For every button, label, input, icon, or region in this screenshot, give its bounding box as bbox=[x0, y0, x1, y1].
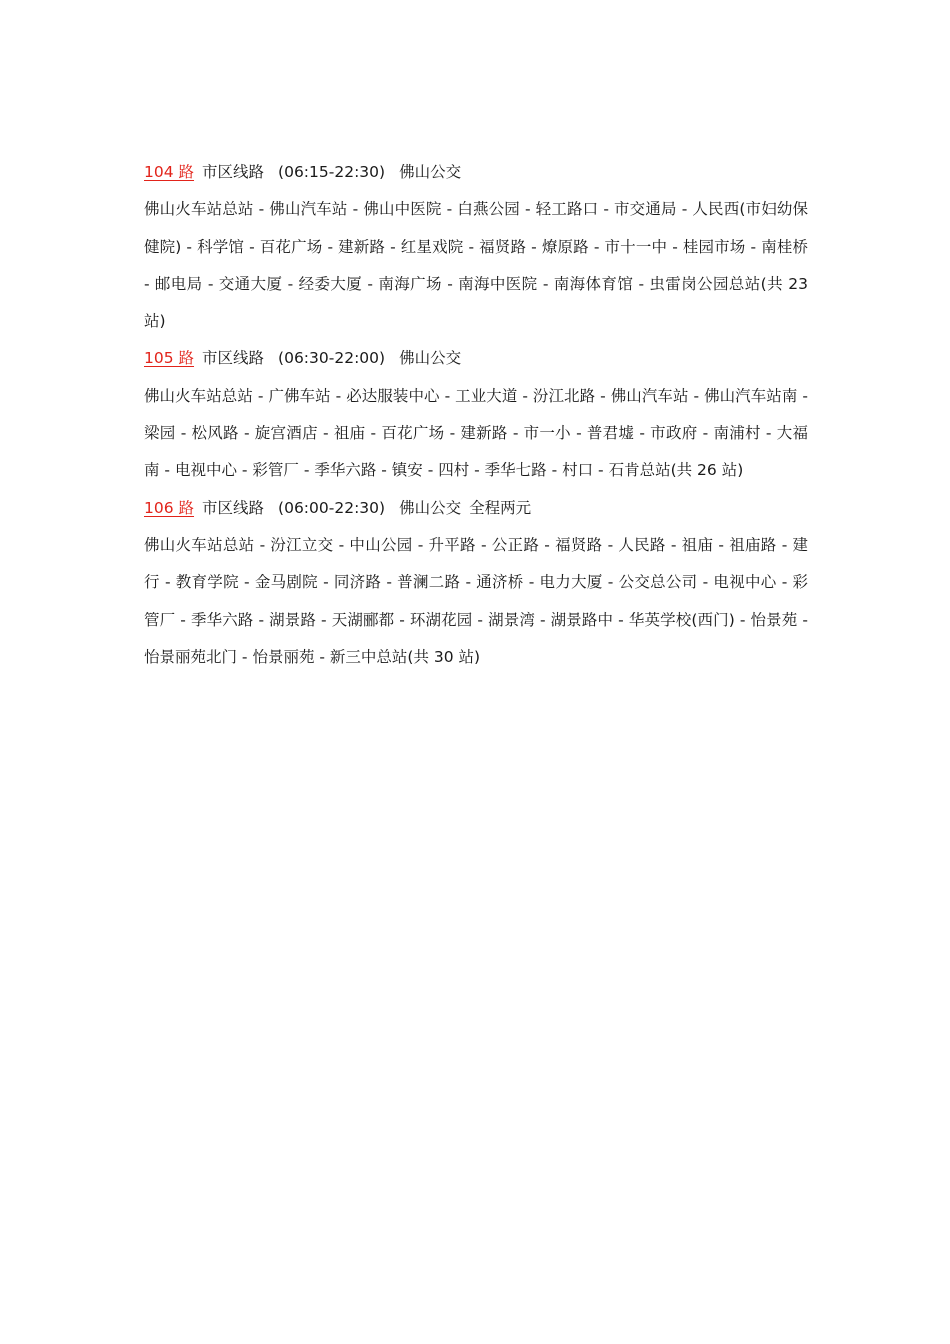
route-header bbox=[144, 490, 808, 527]
route-type: 市区线路 bbox=[202, 349, 265, 368]
route-section-106 bbox=[144, 490, 808, 676]
route-fare-note: 全程两元 bbox=[469, 498, 532, 517]
route-operator: 佛山公交 bbox=[399, 498, 462, 517]
route-type: 市区线路 bbox=[202, 163, 265, 181]
route-stops: 佛山火车站总站 - 汾江立交 - 中山公园 - 升平路 - 公正路 - 福贤路 - 人民路 - 祖庙 - 祖庙路 - 建行 - 教育学院 - 金马剧院 - 同济路 - 普澜二路 - 通济桥 - 电力大厦 - 公交总公司 - 电视中心 - 彩管厂 - 季华六路 - 湖景路 - 天湖郦都 - 环湖花园 - 湖景湾 - 湖景路中 - 华英学校(西门) - 怡景苑 - 怡景丽苑北门 - 怡景丽苑 - 新三中总站(共 30 站) bbox=[144, 535, 808, 666]
route-operator: 佛山公交 bbox=[399, 349, 462, 368]
route-section-105 bbox=[144, 340, 808, 489]
route-stops: 佛山火车站总站 - 佛山汽车站 - 佛山中医院 - 白燕公园 - 轻工路口 - 市交通局 - 人民西(市妇幼保健院) - 科学馆 - 百花广场 - 建新路 - 红星戏院 - 福贤路 - 燎原路 - 市十一中 - 桂园市场 - 南桂桥 - 邮电局 - 交通大厦 - 经委大厦 - 南海广场 - 南海中医院 - 南海体育馆 - 虫雷岗公园总站(共 23 站) bbox=[144, 200, 808, 331]
route-header bbox=[144, 340, 808, 377]
route-operator: 佛山公交 bbox=[399, 163, 462, 181]
route-hours: (06:30-22:00) bbox=[278, 349, 386, 368]
route-number-link[interactable]: 104 路 bbox=[144, 163, 195, 181]
route-number-link[interactable]: 106 路 bbox=[144, 498, 195, 517]
route-type: 市区线路 bbox=[202, 498, 265, 517]
route-header bbox=[144, 154, 808, 191]
route-section-104 bbox=[144, 154, 808, 340]
route-stops: 佛山火车站总站 - 广佛车站 - 必达服装中心 - 工业大道 - 汾江北路 - 佛山汽车站 - 佛山汽车站南 - 梁园 - 松风路 - 旋宫酒店 - 祖庙 - 百花广场 - 建新路 - 市一小 - 普君墟 - 市政府 - 南浦村 - 大福南 - 电视中心 - 彩管厂 - 季华六路 - 镇安 - 四村 - 季华七路 - 村口 - 石肯总站(共 26 站) bbox=[144, 386, 808, 480]
route-number-link[interactable]: 105 路 bbox=[144, 349, 195, 368]
route-hours: (06:15-22:30) bbox=[278, 163, 386, 181]
route-hours: (06:00-22:30) bbox=[278, 498, 386, 517]
bus-route-document bbox=[144, 154, 808, 676]
